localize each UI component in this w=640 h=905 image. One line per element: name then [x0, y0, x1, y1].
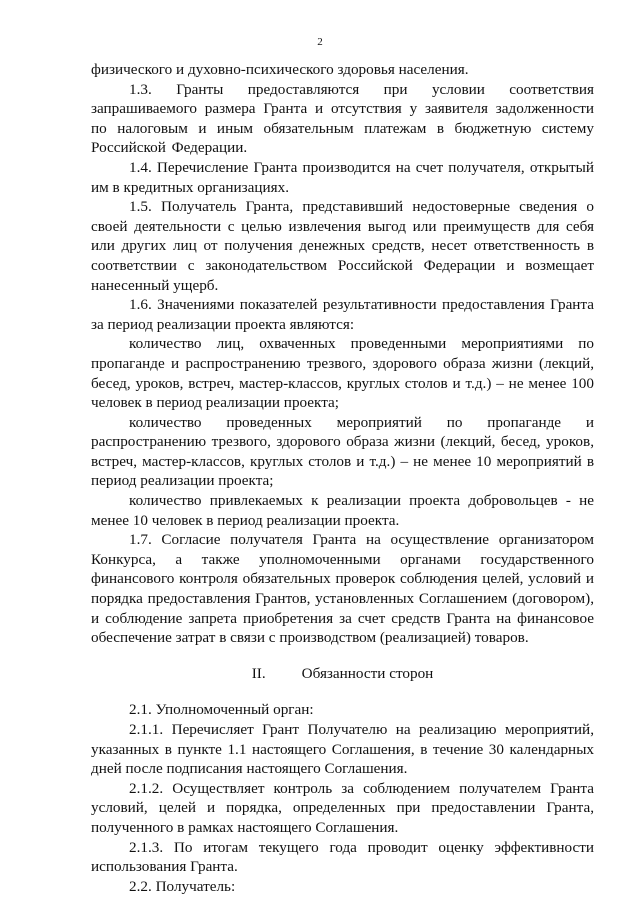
section-heading: [91, 664, 594, 684]
indicator-people-count: количество лиц, охваченных проведенными мероприятиями по пропаганде и распространению трезвого, здорового образа жизни (лекций, бесед, уроков, встреч, мастер-классов, круглых столов и т.д.) – не менее 100 человек в период реализации проекта;: [91, 335, 594, 412]
paragraph-2-1-3: 2.1.3. По итогам текущего года проводит оценку эффективности использования Гранта.: [91, 838, 594, 876]
paragraph-1-5: 1.5. Получатель Гранта, представивший недостоверные сведения о своей деятельности с целью извлечения выгод или преимуществ для себя или других лиц от получения денежных средств, несет ответственность в соответствии с законодательством Российской Федерации и возмещает нанесенный ущерб.: [91, 198, 594, 294]
paragraph-1-3: 1.3. Гранты предоставляются при условии соответствия запрашиваемого размера Гранта и отсутствия у заявителя задолженности по налоговым и иным обязательным платежам в бюджетную систему Российской Федерации.: [91, 80, 594, 157]
indicator-events-count: количество проведенных мероприятий по пропаганде и распространению трезвого, здорового образа жизни (лекций, бесед, уроков, встреч, мастер-классов, круглых столов и т.д.) – не менее 10 мероприятий в период реализации проекта;: [91, 413, 594, 490]
section-title: Обязанности сторон: [301, 664, 434, 682]
paragraph-2-2: 2.2. Получатель:: [129, 877, 236, 895]
paragraph-1-7: 1.7. Согласие получателя Гранта на осуществление организатором Конкурса, а также уполномоченными органами государственного финансового контроля обязательных проверок соблюдения целей, условий и порядка предоставления Грантов, установленных Соглашением (договором), и соблюдение запрета приобретения за счет средств Гранта на финансовое обеспечение затрат в связи с производством (реализацией) товаров.: [91, 531, 594, 647]
paragraph-2-1: 2.1. Уполномоченный орган:: [129, 701, 314, 719]
paragraph-2-1-1: 2.1.1. Перечисляет Грант Получателю на реализацию мероприятий, указанных в пункте 1.1 настоящего Соглашения, в течение 30 календарных дней после подписания настоящего Соглашения.: [91, 721, 594, 778]
page-number: 2: [317, 36, 323, 48]
section-number: II.: [251, 664, 266, 682]
indicator-volunteers-count: количество привлекаемых к реализации проекта добровольцев - не менее 10 человек в период реализации проекта.: [91, 492, 594, 529]
paragraph-continuation: физического и духовно-психического здоровья населения.: [91, 61, 469, 78]
document-body: [91, 60, 594, 896]
paragraph-2-1-2: 2.1.2. Осуществляет контроль за соблюдением получателем Гранта условий, целей и порядка, определенных при предоставлении Гранта, полученного в рамках настоящего Соглашения.: [91, 779, 594, 836]
paragraph-1-4: 1.4. Перечисление Гранта производится на счет получателя, открытый им в кредитных организациях.: [91, 158, 594, 196]
paragraph-1-6: 1.6. Значениями показателей результативности предоставления Гранта за период реализации проекта являются:: [91, 296, 594, 333]
